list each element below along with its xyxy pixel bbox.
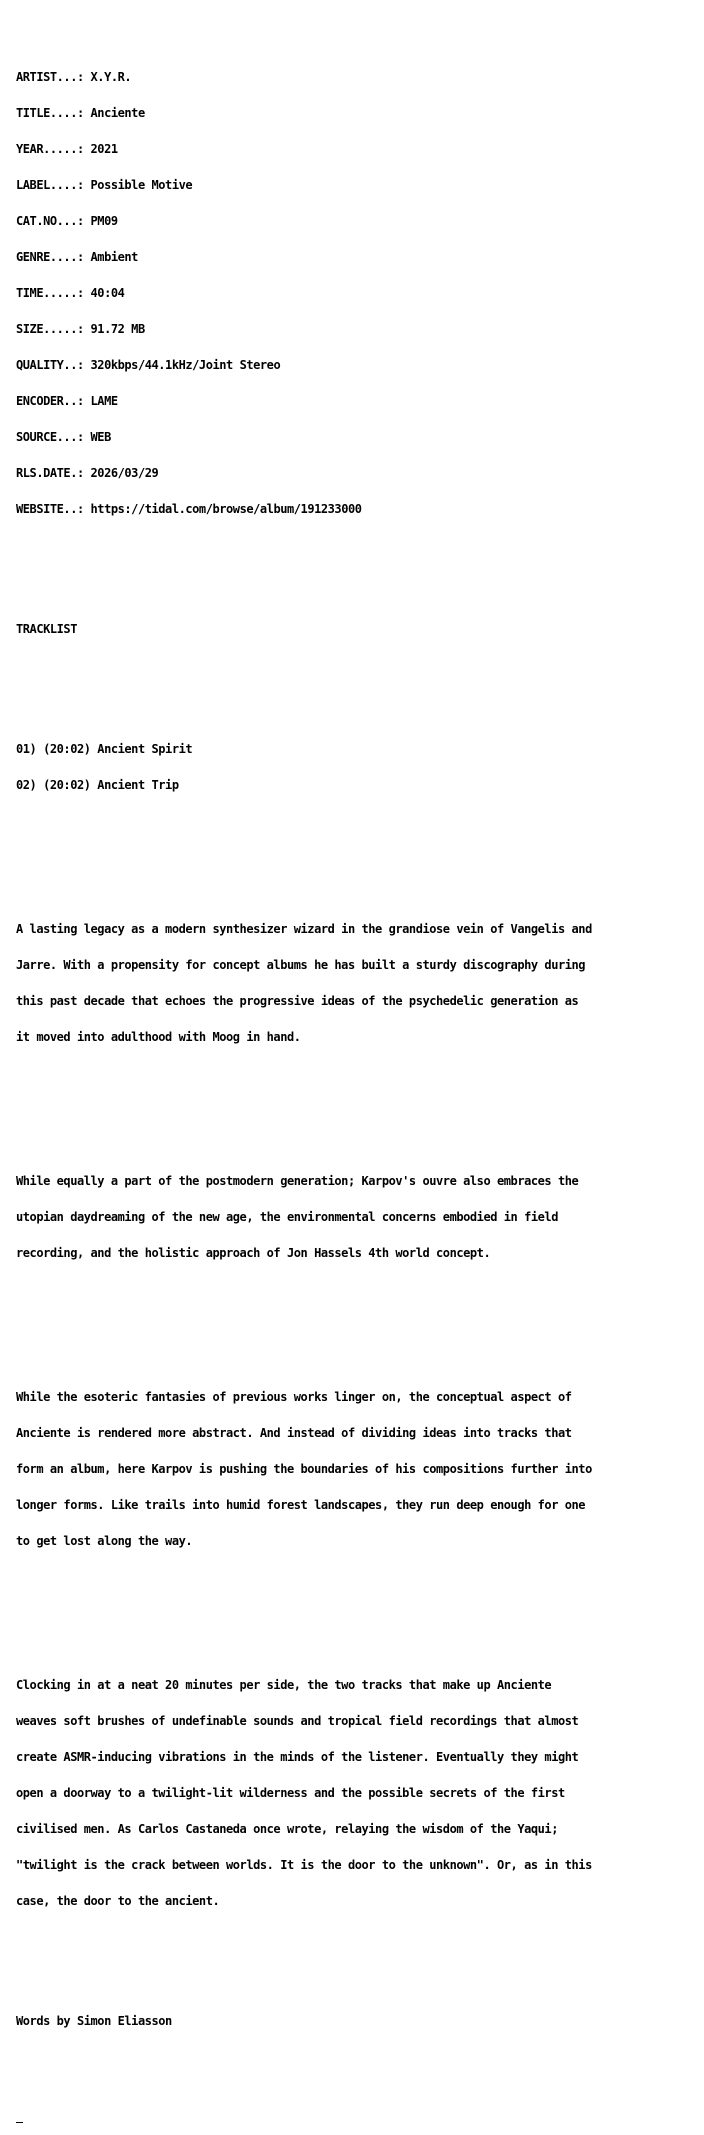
meta-quality	[16, 359, 704, 371]
paragraph-line: create ASMR-inducing vibrations in the minds of the listener. Eventually they might	[16, 1750, 579, 1764]
paragraph-line: Anciente is rendered more abstract. And instead of dividing ideas into tracks that	[16, 1426, 572, 1440]
meta-value: Ambient	[90, 250, 138, 264]
paragraph-line: utopian daydreaming of the new age, the environmental concerns embodied in field	[16, 1210, 558, 1224]
meta-value: Anciente	[90, 106, 145, 120]
meta-website	[16, 503, 704, 515]
review-paragraph	[16, 1655, 704, 1931]
paragraph-line: to get lost along the way.	[16, 1534, 193, 1548]
meta-artist	[16, 71, 704, 83]
paragraph-line: While equally a part of the postmodern generation; Karpov's ouvre also embraces the	[16, 1174, 579, 1188]
paragraph-line: this past decade that echoes the progressive ideas of the psychedelic generation as	[16, 994, 579, 1008]
meta-catno	[16, 215, 704, 227]
meta-value: PM09	[90, 214, 118, 228]
paragraph-line: longer forms. Like trails into humid forest landscapes, they run deep enough for one	[16, 1498, 586, 1512]
meta-value: X.Y.R.	[90, 70, 132, 84]
paragraph-line: Jarre. With a propensity for concept albums he has built a sturdy discography during	[16, 958, 586, 972]
meta-key: GENRE....:	[16, 250, 84, 264]
track-item: 01) (20:02) Ancient Spirit	[16, 742, 193, 756]
meta-value: 91.72 MB	[90, 322, 145, 336]
meta-key: TITLE....:	[16, 106, 84, 120]
track-item: 02) (20:02) Ancient Trip	[16, 778, 179, 792]
meta-value: LAME	[90, 394, 118, 408]
paragraph-line: form an album, here Karpov is pushing the boundaries of his compositions further into	[16, 1462, 592, 1476]
meta-value: WEB	[90, 430, 111, 444]
text-cursor	[16, 2111, 704, 2123]
review-paragraph	[16, 899, 704, 1067]
meta-time	[16, 287, 704, 299]
meta-value: 2026/03/29	[90, 466, 159, 480]
meta-key: TIME.....:	[16, 286, 84, 300]
tracklist-heading: TRACKLIST	[16, 622, 77, 636]
paragraph-line: A lasting legacy as a modern synthesizer wizard in the grandiose vein of Vangelis and	[16, 922, 592, 936]
review-paragraph	[16, 1367, 704, 1571]
tracklist	[16, 719, 704, 815]
paragraph-line: Clocking in at a neat 20 minutes per side, the two tracks that make up Anciente	[16, 1678, 552, 1692]
paragraph-line: weaves soft brushes of undefinable sounds and tropical field recordings that almost	[16, 1714, 579, 1728]
credits-line: Words by Simon Eliasson	[16, 2014, 172, 2028]
meta-key: RLS.DATE.:	[16, 466, 84, 480]
meta-key: CAT.NO...:	[16, 214, 84, 228]
meta-value: 320kbps/44.1kHz/Joint Stereo	[90, 358, 281, 372]
paragraph-line: civilised men. As Carlos Castaneda once wrote, relaying the wisdom of the Yaqui;	[16, 1822, 558, 1836]
meta-key: SIZE.....:	[16, 322, 84, 336]
meta-value: 2021	[90, 142, 118, 156]
website-link[interactable]: https://tidal.com/browse/album/191233000	[90, 502, 362, 516]
meta-source	[16, 431, 704, 443]
paragraph-line: While the esoteric fantasies of previous works linger on, the conceptual aspect of	[16, 1390, 572, 1404]
nfo-document	[16, 23, 704, 2135]
meta-key: YEAR.....:	[16, 142, 84, 156]
meta-key: WEBSITE..:	[16, 502, 84, 516]
meta-key: LABEL....:	[16, 178, 84, 192]
review-paragraph	[16, 1151, 704, 1283]
meta-key: SOURCE...:	[16, 430, 84, 444]
meta-release-date	[16, 467, 704, 479]
meta-value: Possible Motive	[90, 178, 193, 192]
meta-key: ENCODER..:	[16, 394, 84, 408]
meta-label	[16, 179, 704, 191]
meta-key: QUALITY..:	[16, 358, 84, 372]
release-info-block	[16, 47, 704, 539]
meta-year	[16, 143, 704, 155]
meta-encoder	[16, 395, 704, 407]
paragraph-line: "twilight is the crack between worlds. It is the door to the unknown". Or, as in this	[16, 1858, 592, 1872]
meta-title	[16, 107, 704, 119]
paragraph-line: it moved into adulthood with Moog in hand.	[16, 1030, 301, 1044]
cursor-underscore-icon	[16, 2122, 23, 2123]
meta-key: ARTIST...:	[16, 70, 84, 84]
paragraph-line: case, the door to the ancient.	[16, 1894, 220, 1908]
meta-genre	[16, 251, 704, 263]
paragraph-line: open a doorway to a twilight-lit wilderness and the possible secrets of the first	[16, 1786, 565, 1800]
meta-size	[16, 323, 704, 335]
paragraph-line: recording, and the holistic approach of Jon Hassels 4th world concept.	[16, 1246, 491, 1260]
meta-value: 40:04	[90, 286, 125, 300]
